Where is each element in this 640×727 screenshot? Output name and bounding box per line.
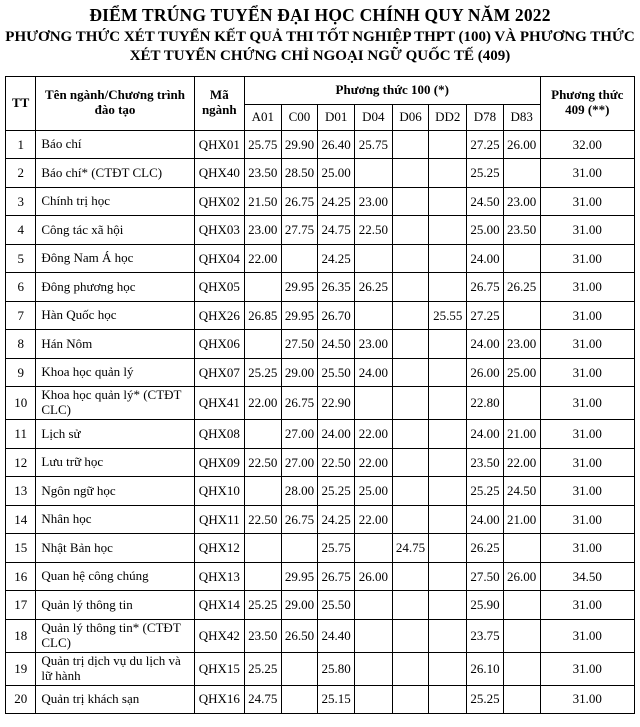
row-number: 20 — [6, 685, 36, 714]
score-a01: 24.75 — [244, 685, 281, 714]
score-d01: 24.25 — [318, 244, 355, 273]
program-code: QHX04 — [194, 244, 244, 273]
score-409: 31.00 — [540, 477, 634, 506]
score-dd2 — [429, 187, 467, 216]
score-d83 — [503, 619, 540, 652]
table-row — [6, 387, 635, 420]
row-number: 17 — [6, 591, 36, 620]
table-row — [6, 534, 635, 563]
score-d01: 26.75 — [318, 562, 355, 591]
score-dd2 — [429, 448, 467, 477]
score-c00: 27.75 — [281, 216, 318, 245]
program-name: Đông phương học — [36, 273, 194, 302]
score-d01: 26.40 — [318, 130, 355, 159]
title-block — [0, 0, 640, 67]
program-code: QHX16 — [194, 685, 244, 714]
score-dd2 — [429, 159, 467, 188]
score-d78: 26.25 — [467, 534, 504, 563]
score-c00: 29.90 — [281, 130, 318, 159]
score-409: 31.00 — [540, 448, 634, 477]
score-c00 — [281, 685, 318, 714]
score-d78: 23.50 — [467, 448, 504, 477]
score-d83 — [503, 591, 540, 620]
score-d04 — [354, 301, 392, 330]
score-d01: 25.80 — [318, 652, 355, 685]
score-d04: 22.50 — [354, 216, 392, 245]
score-d83: 23.00 — [503, 187, 540, 216]
column-header-a01: A01 — [244, 104, 281, 130]
column-header-d83: D83 — [503, 104, 540, 130]
row-number: 16 — [6, 562, 36, 591]
row-number: 5 — [6, 244, 36, 273]
score-d06 — [392, 187, 429, 216]
score-a01: 25.25 — [244, 591, 281, 620]
score-d01: 24.00 — [318, 420, 355, 449]
program-code: QHX26 — [194, 301, 244, 330]
program-name: Đông Nam Á học — [36, 244, 194, 273]
score-d83: 26.25 — [503, 273, 540, 302]
score-d04 — [354, 244, 392, 273]
score-c00: 27.00 — [281, 448, 318, 477]
score-d06: 24.75 — [392, 534, 429, 563]
page-subtitle-line2: XÉT TUYỂN CHỨNG CHỈ NGOẠI NGỮ QUỐC TẾ (409) — [129, 48, 511, 65]
program-name: Ngôn ngữ học — [36, 477, 194, 506]
table-row — [6, 652, 635, 685]
score-d06 — [392, 330, 429, 359]
score-d83: 26.00 — [503, 562, 540, 591]
score-d04: 23.00 — [354, 330, 392, 359]
score-d04: 22.00 — [354, 448, 392, 477]
score-c00: 26.50 — [281, 619, 318, 652]
score-dd2 — [429, 387, 467, 420]
score-d04 — [354, 652, 392, 685]
program-code: QHX12 — [194, 534, 244, 563]
score-dd2 — [429, 505, 467, 534]
row-number: 7 — [6, 301, 36, 330]
table-row — [6, 448, 635, 477]
score-c00: 29.95 — [281, 273, 318, 302]
program-name: Quản lý thông tin* (CTĐT CLC) — [36, 619, 194, 652]
program-code: QHX13 — [194, 562, 244, 591]
score-d83: 25.00 — [503, 358, 540, 387]
column-header-tt: TT — [6, 76, 36, 130]
score-d04: 26.00 — [354, 562, 392, 591]
score-d78: 25.90 — [467, 591, 504, 620]
program-code: QHX11 — [194, 505, 244, 534]
header-row-top — [6, 76, 635, 104]
page-title: ĐIỂM TRÚNG TUYỂN ĐẠI HỌC CHÍNH QUY NĂM 2022 — [89, 5, 551, 25]
score-d06 — [392, 244, 429, 273]
score-dd2 — [429, 685, 467, 714]
table-row — [6, 187, 635, 216]
program-name: Chính trị học — [36, 187, 194, 216]
score-409: 31.00 — [540, 534, 634, 563]
score-d83: 22.00 — [503, 448, 540, 477]
row-number: 13 — [6, 477, 36, 506]
score-409: 31.00 — [540, 216, 634, 245]
program-name: Quan hệ công chúng — [36, 562, 194, 591]
score-dd2 — [429, 273, 467, 302]
score-d78: 27.50 — [467, 562, 504, 591]
score-dd2 — [429, 244, 467, 273]
table-row — [6, 685, 635, 714]
program-code: QHX42 — [194, 619, 244, 652]
score-d06 — [392, 505, 429, 534]
score-409: 31.00 — [540, 619, 634, 652]
score-d78: 26.75 — [467, 273, 504, 302]
score-d01: 22.90 — [318, 387, 355, 420]
score-409: 32.00 — [540, 130, 634, 159]
score-a01: 23.50 — [244, 619, 281, 652]
column-header-method409: Phương thức 409 (**) — [540, 76, 634, 130]
score-d78: 24.00 — [467, 505, 504, 534]
row-number: 14 — [6, 505, 36, 534]
row-number: 4 — [6, 216, 36, 245]
score-409: 31.00 — [540, 652, 634, 685]
row-number: 6 — [6, 273, 36, 302]
program-name: Hán Nôm — [36, 330, 194, 359]
score-409: 34.50 — [540, 562, 634, 591]
table-row — [6, 330, 635, 359]
score-d83: 21.00 — [503, 420, 540, 449]
score-d04: 22.00 — [354, 420, 392, 449]
program-name: Khoa học quản lý — [36, 358, 194, 387]
row-number: 3 — [6, 187, 36, 216]
score-409: 31.00 — [540, 330, 634, 359]
program-name: Lịch sử — [36, 420, 194, 449]
score-dd2 — [429, 130, 467, 159]
column-header-dd2: DD2 — [429, 104, 467, 130]
table-body — [6, 130, 635, 713]
score-d83: 21.00 — [503, 505, 540, 534]
score-d04 — [354, 159, 392, 188]
score-d06 — [392, 562, 429, 591]
score-d01: 25.00 — [318, 159, 355, 188]
score-c00: 26.75 — [281, 187, 318, 216]
table-row — [6, 130, 635, 159]
score-d78: 26.00 — [467, 358, 504, 387]
row-number: 10 — [6, 387, 36, 420]
program-code: QHX01 — [194, 130, 244, 159]
score-d06 — [392, 448, 429, 477]
program-code: QHX03 — [194, 216, 244, 245]
score-d78: 25.25 — [467, 685, 504, 714]
row-number: 1 — [6, 130, 36, 159]
score-d01: 24.25 — [318, 187, 355, 216]
score-a01: 23.50 — [244, 159, 281, 188]
score-d04 — [354, 591, 392, 620]
score-d01: 22.50 — [318, 448, 355, 477]
score-409: 31.00 — [540, 358, 634, 387]
score-d78: 27.25 — [467, 301, 504, 330]
row-number: 18 — [6, 619, 36, 652]
score-a01 — [244, 562, 281, 591]
score-d78: 25.25 — [467, 159, 504, 188]
table-row — [6, 477, 635, 506]
program-name: Báo chí — [36, 130, 194, 159]
score-a01: 23.00 — [244, 216, 281, 245]
table-row — [6, 159, 635, 188]
score-d83: 23.00 — [503, 330, 540, 359]
program-code: QHX02 — [194, 187, 244, 216]
score-d01: 25.15 — [318, 685, 355, 714]
score-c00: 29.00 — [281, 358, 318, 387]
score-d06 — [392, 685, 429, 714]
table-row — [6, 619, 635, 652]
score-d01: 24.75 — [318, 216, 355, 245]
score-dd2 — [429, 619, 467, 652]
score-d06 — [392, 591, 429, 620]
row-number: 9 — [6, 358, 36, 387]
table-row — [6, 216, 635, 245]
program-code: QHX40 — [194, 159, 244, 188]
row-number: 2 — [6, 159, 36, 188]
table-row — [6, 562, 635, 591]
row-number: 12 — [6, 448, 36, 477]
score-dd2 — [429, 477, 467, 506]
score-a01: 26.85 — [244, 301, 281, 330]
score-a01 — [244, 330, 281, 359]
score-d78: 25.25 — [467, 477, 504, 506]
score-a01 — [244, 273, 281, 302]
row-number: 8 — [6, 330, 36, 359]
score-d83 — [503, 685, 540, 714]
score-a01 — [244, 420, 281, 449]
score-d06 — [392, 420, 429, 449]
score-d78: 23.75 — [467, 619, 504, 652]
score-dd2 — [429, 534, 467, 563]
table-row — [6, 358, 635, 387]
column-header-d78: D78 — [467, 104, 504, 130]
score-d04: 22.00 — [354, 505, 392, 534]
score-d06 — [392, 619, 429, 652]
score-409: 31.00 — [540, 505, 634, 534]
score-d01: 24.25 — [318, 505, 355, 534]
score-d83: 23.50 — [503, 216, 540, 245]
score-d06 — [392, 652, 429, 685]
score-d04: 25.00 — [354, 477, 392, 506]
row-number: 15 — [6, 534, 36, 563]
score-d83 — [503, 534, 540, 563]
score-d78: 24.00 — [467, 244, 504, 273]
program-code: QHX41 — [194, 387, 244, 420]
score-d01: 24.40 — [318, 619, 355, 652]
table-row — [6, 591, 635, 620]
table-row — [6, 505, 635, 534]
table-row — [6, 273, 635, 302]
score-c00: 28.50 — [281, 159, 318, 188]
score-d04 — [354, 387, 392, 420]
program-code: QHX06 — [194, 330, 244, 359]
score-d04: 23.00 — [354, 187, 392, 216]
score-d04: 24.00 — [354, 358, 392, 387]
score-d83: 24.50 — [503, 477, 540, 506]
program-name: Lưu trữ học — [36, 448, 194, 477]
program-name: Nhân học — [36, 505, 194, 534]
column-header-c00: C00 — [281, 104, 318, 130]
column-header-code: Mã ngành — [194, 76, 244, 130]
column-header-d06: D06 — [392, 104, 429, 130]
page-subtitle — [0, 28, 640, 67]
score-a01: 22.00 — [244, 387, 281, 420]
score-a01: 25.75 — [244, 130, 281, 159]
score-d78: 25.00 — [467, 216, 504, 245]
score-d06 — [392, 130, 429, 159]
score-409: 31.00 — [540, 591, 634, 620]
score-d83 — [503, 244, 540, 273]
score-d04 — [354, 685, 392, 714]
score-c00 — [281, 534, 318, 563]
score-409: 31.00 — [540, 159, 634, 188]
score-a01 — [244, 534, 281, 563]
score-d01: 24.50 — [318, 330, 355, 359]
program-name: Khoa học quản lý* (CTĐT CLC) — [36, 387, 194, 420]
score-a01: 22.00 — [244, 244, 281, 273]
row-number: 19 — [6, 652, 36, 685]
score-409: 31.00 — [540, 273, 634, 302]
score-d06 — [392, 216, 429, 245]
score-409: 31.00 — [540, 187, 634, 216]
score-a01: 25.25 — [244, 652, 281, 685]
score-c00: 29.95 — [281, 301, 318, 330]
score-409: 31.00 — [540, 685, 634, 714]
score-409: 31.00 — [540, 301, 634, 330]
score-409: 31.00 — [540, 244, 634, 273]
score-d78: 26.10 — [467, 652, 504, 685]
score-d06 — [392, 159, 429, 188]
score-c00: 27.50 — [281, 330, 318, 359]
score-d04 — [354, 534, 392, 563]
table-row — [6, 420, 635, 449]
score-409: 31.00 — [540, 420, 634, 449]
score-a01: 21.50 — [244, 187, 281, 216]
table-row — [6, 301, 635, 330]
score-c00: 29.00 — [281, 591, 318, 620]
score-c00: 26.75 — [281, 387, 318, 420]
score-d04: 25.75 — [354, 130, 392, 159]
score-a01: 22.50 — [244, 505, 281, 534]
program-name: Nhật Bản học — [36, 534, 194, 563]
score-d78: 24.00 — [467, 330, 504, 359]
program-name: Báo chí* (CTĐT CLC) — [36, 159, 194, 188]
program-code: QHX09 — [194, 448, 244, 477]
score-a01: 25.25 — [244, 358, 281, 387]
table-header — [6, 76, 635, 130]
program-code: QHX15 — [194, 652, 244, 685]
score-409: 31.00 — [540, 387, 634, 420]
score-dd2 — [429, 652, 467, 685]
score-d83 — [503, 301, 540, 330]
score-d78: 24.50 — [467, 187, 504, 216]
score-dd2 — [429, 358, 467, 387]
score-dd2 — [429, 420, 467, 449]
score-a01: 22.50 — [244, 448, 281, 477]
program-code: QHX05 — [194, 273, 244, 302]
score-c00 — [281, 652, 318, 685]
score-c00: 26.75 — [281, 505, 318, 534]
column-header-d01: D01 — [318, 104, 355, 130]
column-header-d04: D04 — [354, 104, 392, 130]
row-number: 11 — [6, 420, 36, 449]
score-d83 — [503, 159, 540, 188]
score-d06 — [392, 273, 429, 302]
score-d78: 24.00 — [467, 420, 504, 449]
score-d01: 26.70 — [318, 301, 355, 330]
score-d06 — [392, 477, 429, 506]
score-d78: 27.25 — [467, 130, 504, 159]
score-dd2 — [429, 562, 467, 591]
score-d06 — [392, 301, 429, 330]
score-d06 — [392, 358, 429, 387]
program-name: Quản trị dịch vụ du lịch và lữ hành — [36, 652, 194, 685]
score-dd2 — [429, 330, 467, 359]
score-d01: 25.50 — [318, 358, 355, 387]
score-d83 — [503, 387, 540, 420]
score-d78: 22.80 — [467, 387, 504, 420]
score-d01: 25.75 — [318, 534, 355, 563]
score-c00 — [281, 244, 318, 273]
score-d83 — [503, 652, 540, 685]
score-d04 — [354, 619, 392, 652]
program-name: Quản lý thông tin — [36, 591, 194, 620]
page-subtitle-line1: PHƯƠNG THỨC XÉT TUYỂN KẾT QUẢ THI TỐT NGHIỆP THPT (100) VÀ PHƯƠNG THỨC — [5, 28, 635, 45]
program-code: QHX07 — [194, 358, 244, 387]
score-d06 — [392, 387, 429, 420]
score-c00: 29.95 — [281, 562, 318, 591]
admission-scores-table — [5, 76, 635, 714]
score-c00: 28.00 — [281, 477, 318, 506]
program-code: QHX14 — [194, 591, 244, 620]
score-d01: 25.25 — [318, 477, 355, 506]
program-name: Hàn Quốc học — [36, 301, 194, 330]
program-name: Công tác xã hội — [36, 216, 194, 245]
score-d83: 26.00 — [503, 130, 540, 159]
score-d04: 26.25 — [354, 273, 392, 302]
score-a01 — [244, 477, 281, 506]
table-row — [6, 244, 635, 273]
program-name: Quản trị khách sạn — [36, 685, 194, 714]
score-c00: 27.00 — [281, 420, 318, 449]
score-dd2 — [429, 591, 467, 620]
score-dd2 — [429, 216, 467, 245]
score-d01: 25.50 — [318, 591, 355, 620]
program-code: QHX10 — [194, 477, 244, 506]
column-header-method100: Phương thức 100 (*) — [244, 76, 540, 104]
score-d01: 26.35 — [318, 273, 355, 302]
column-header-name: Tên ngành/Chương trình đào tạo — [36, 76, 194, 130]
score-dd2: 25.55 — [429, 301, 467, 330]
program-code: QHX08 — [194, 420, 244, 449]
